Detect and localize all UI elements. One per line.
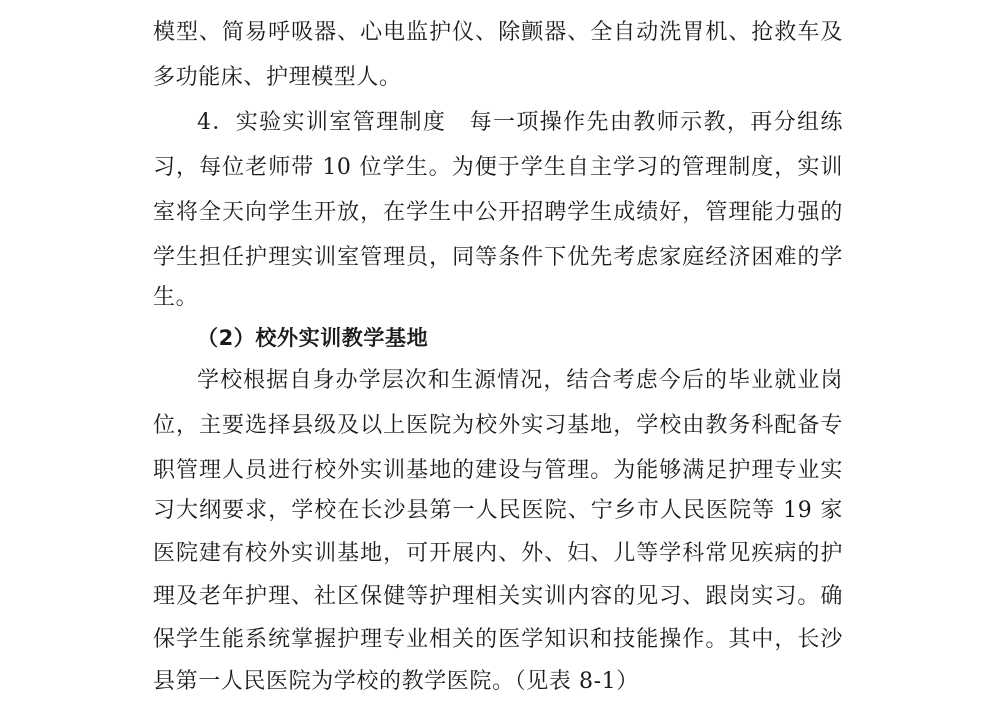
section-heading: （2）校外实训教学基地 [197, 326, 429, 350]
paragraph-line: 理及老年护理、社区保健等护理相关实训内容的见习、跟岗实习。确 [153, 584, 843, 609]
paragraph-line: 医院建有校外实训基地，可开展内、外、妇、儿等学科常见疾病的护 [153, 541, 843, 566]
paragraph-line: 县第一人民医院为学校的教学医院。（见表 8-1） [153, 669, 639, 694]
paragraph-line: 位，主要选择县级及以上医院为校外实习基地，学校由教务科配备专 [153, 413, 843, 438]
paragraph-line: 职管理人员进行校外实训基地的建设与管理。为能够满足护理专业实 [153, 458, 843, 483]
paragraph-line: 生。 [153, 285, 199, 310]
paragraph-line: 学校根据自身办学层次和生源情况，结合考虑今后的毕业就业岗 [197, 368, 843, 393]
paragraph-line: 模型、简易呼吸器、心电监护仪、除颤器、全自动洗胃机、抢救车及 [153, 20, 843, 45]
paragraph-line: 学生担任护理实训室管理员，同等条件下优先考虑家庭经济困难的学 [153, 245, 843, 270]
paragraph-line: 室将全天向学生开放，在学生中公开招聘学生成绩好，管理能力强的 [153, 200, 843, 225]
paragraph-line: 多功能床、护理模型人。 [153, 65, 402, 90]
paragraph-line: 习，每位老师带 10 位学生。为便于学生自主学习的管理制度，实训 [153, 155, 843, 180]
paragraph-line: 4．实验实训室管理制度 每一项操作先由教师示教，再分组练 [197, 110, 843, 135]
paragraph-line: 保学生能系统掌握护理专业相关的医学知识和技能操作。其中，长沙 [153, 627, 843, 652]
paragraph-line: 习大纲要求，学校在长沙县第一人民医院、宁乡市人民医院等 19 家 [153, 498, 843, 523]
